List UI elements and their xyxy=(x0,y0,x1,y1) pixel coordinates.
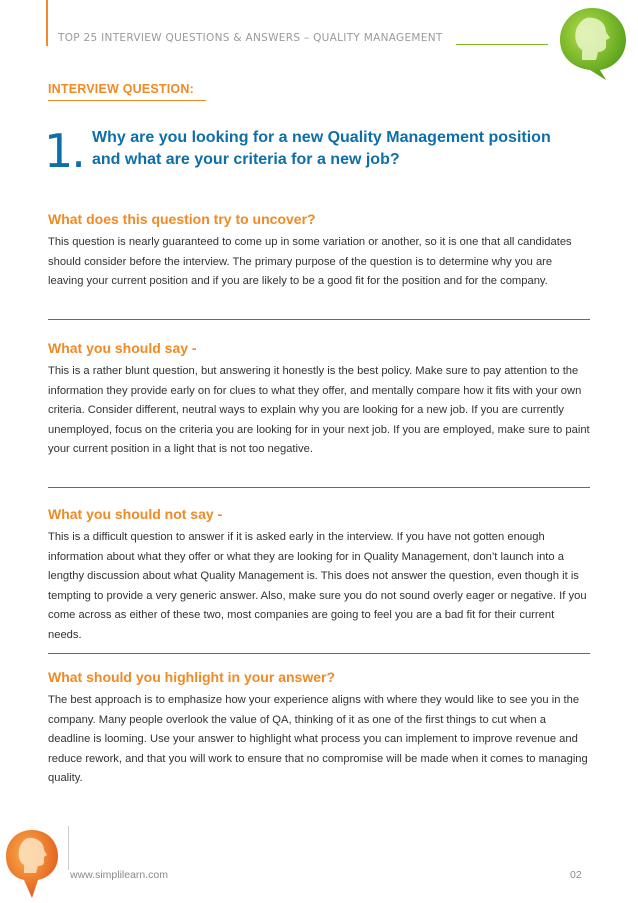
question-number: 1. xyxy=(44,124,84,178)
section-heading: What you should not say - xyxy=(48,506,223,522)
section-divider xyxy=(48,319,590,320)
section-heading: What does this question try to uncover? xyxy=(48,211,316,227)
section-divider xyxy=(48,487,590,488)
page-number: 02 xyxy=(570,869,582,881)
section-uncover xyxy=(48,211,590,292)
header-title: TOP 25 INTERVIEW QUESTIONS & ANSWERS – QUALITY MANAGEMENT xyxy=(58,32,443,44)
question-label-underline xyxy=(48,100,206,101)
section-heading: What you should say - xyxy=(48,340,197,356)
footer-url-link[interactable]: www.simplilearn.com xyxy=(70,869,169,881)
section-heading: What should you highlight in your answer? xyxy=(48,669,335,685)
header-accent-bar xyxy=(46,0,48,46)
section-highlight xyxy=(48,669,590,789)
orange-speech-bubble-head-icon xyxy=(4,826,60,900)
section-should-say xyxy=(48,340,590,460)
section-divider xyxy=(48,653,590,654)
header-underline xyxy=(456,44,548,45)
section-body: This is a difficult question to answer if it is asked early in the interview. If you have not gotten enough information about what they offer or what they are looking for in Quality Management, don’t launch into a lengthy discussion about what Quality Management is. This does not answer the question, even though it is tempting to provide a very generic answer. Also, make sure you do not sound overly eager or negative. If you come across as either of these two, most companies are going to feel you are a bad fit for their current needs. xyxy=(48,531,587,641)
question-label: INTERVIEW QUESTION: xyxy=(48,82,194,96)
section-body: This is a rather blunt question, but answering it honestly is the best policy. Make sure to pay attention to the information they provide early on for clues to what they offer, and mentally compare how it fits with your own criteria. Consider different, neutral ways to explain why you are looking for a new job. If you are currently unemployed, focus on the criteria you are looking for in your next job. If you are employed, make sure to paint your current position in a light that is not too negative. xyxy=(48,365,590,455)
section-body: This question is nearly guaranteed to come up in some variation or another, so it is one that all candidates should consider before the interview. The primary purpose of the question is to determine why you are leaving your current position and if you are likely to be a good fit for the position and for the company. xyxy=(48,236,572,287)
question-text: Why are you looking for a new Quality Management position and what are your criteria for a new job? xyxy=(92,129,551,168)
footer-divider xyxy=(68,826,69,870)
green-speech-bubble-head-icon xyxy=(556,4,628,80)
section-should-not-say xyxy=(48,506,590,645)
section-body: The best approach is to emphasize how your experience aligns with where they would like to see you in the company. Many people overlook the value of QA, thinking of it as one of the first things to cut when a deadline is looming. Use your answer to highlight what process you can implement to improve revenue and reduce rework, and that you will work to ensure that no compromise will be made when it comes to managing quality. xyxy=(48,694,588,784)
